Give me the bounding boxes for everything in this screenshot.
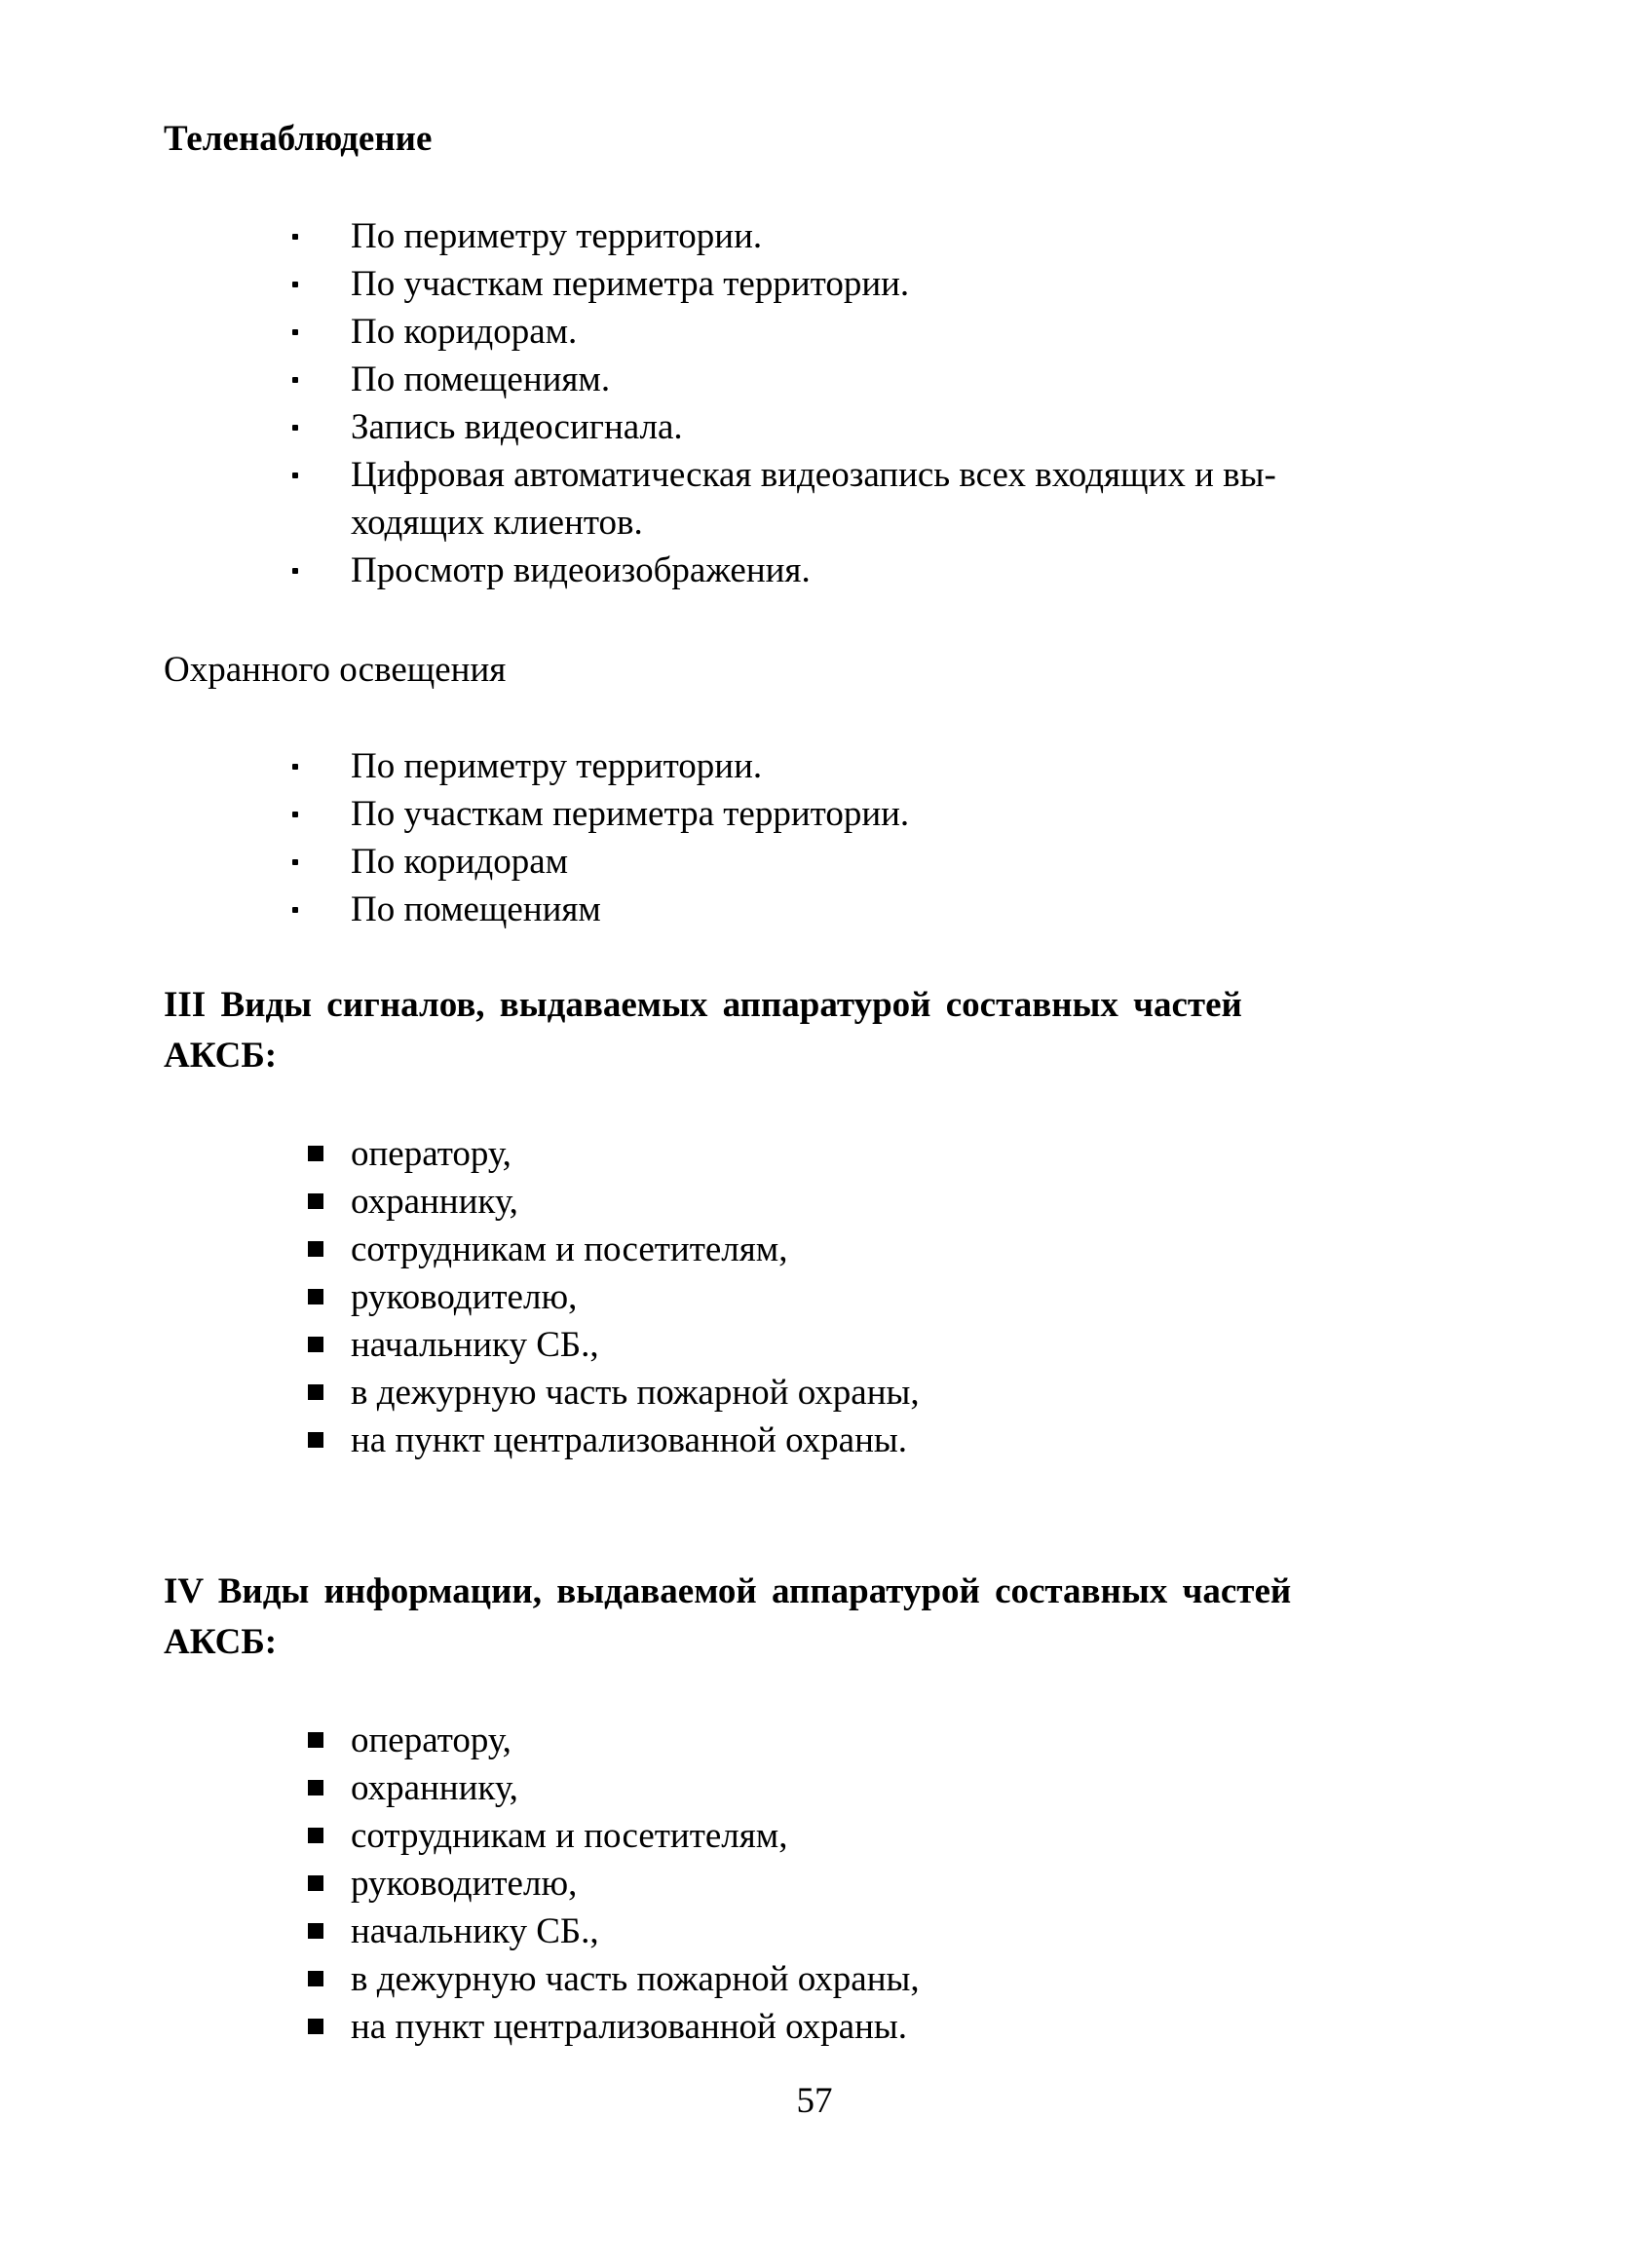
section-title-surveillance: Теленаблюдение	[164, 119, 433, 159]
bullet-dot-icon	[292, 907, 298, 913]
bullet-dot-icon	[292, 425, 298, 431]
square-bullet-icon	[308, 1146, 323, 1161]
section-heading-information-cont: АКСБ:	[164, 1622, 278, 1662]
bullet-dot-icon	[292, 859, 298, 865]
section-heading-signals-cont: АКСБ:	[164, 1036, 278, 1076]
square-bullet-icon	[308, 1193, 323, 1209]
section-heading-signals: III Виды сигналов, выдаваемых аппаратурой составных частей	[164, 985, 1242, 1025]
page-number: 57	[796, 2081, 833, 2121]
section-heading-information: IV Виды информации, выдаваемой аппаратурой составных частей	[164, 1571, 1292, 1611]
square-bullet-icon	[308, 1289, 323, 1304]
bullet-dot-icon	[292, 377, 298, 383]
bullet-dot-icon	[292, 234, 298, 240]
bullet-dot-icon	[292, 329, 298, 335]
square-bullet-icon	[308, 2019, 323, 2034]
bullet-dot-icon	[292, 764, 298, 770]
square-bullet-icon	[308, 1241, 323, 1257]
square-bullet-icon	[308, 1875, 323, 1891]
section-title-lighting: Охранного освещения	[164, 650, 507, 690]
square-bullet-icon	[308, 1432, 323, 1448]
bullet-dot-icon	[292, 282, 298, 287]
square-bullet-icon	[308, 1971, 323, 1986]
square-bullet-icon	[308, 1384, 323, 1400]
square-bullet-icon	[308, 1780, 323, 1796]
square-bullet-icon	[308, 1732, 323, 1748]
square-bullet-icon	[308, 1828, 323, 1843]
bullet-dot-icon	[292, 812, 298, 817]
square-bullet-icon	[308, 1923, 323, 1939]
bullet-dot-icon	[292, 568, 298, 574]
square-bullet-icon	[308, 1337, 323, 1352]
bullet-dot-icon	[292, 472, 298, 478]
document-page: Теленаблюдение По периметру территории. По участкам периметра территории. По коридорам. По помещениям. Запись видеосигнала. Цифровая автоматическая видеозапись всех входящих и вы- ходящих клиентов. Просмотр видеоизображения. Охранного освещения По периметру территории. По участкам периметра территории. По коридорам По помещениям III Виды сигналов, выдаваемых аппаратурой составных частей АКСБ: оператору, охраннику, сотрудникам и посетителям, руководителю, начальнику СБ., в дежурную часть пожарной охраны, на пункт централизованной охраны. IV Виды информации, выдаваемой аппаратурой составных частей АКСБ: оператору, охраннику, сотрудникам и посетителям, руководителю, начальнику СБ., в дежурную часть пожарной охраны, на пункт централизованной охраны. 57	[0, 0, 1629, 2268]
